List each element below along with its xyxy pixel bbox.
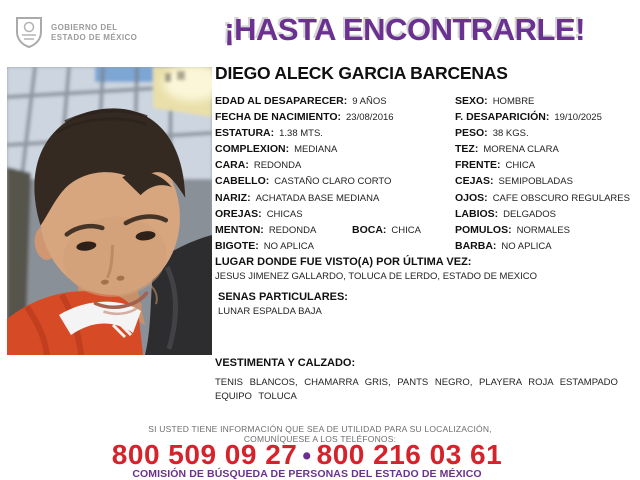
field-value: NO APLICA: [501, 240, 552, 252]
field-row: [215, 111, 394, 127]
field-value: 19/10/2025: [554, 112, 602, 124]
field-row: [215, 240, 394, 256]
logo-line2: ESTADO DE MÉXICO: [51, 32, 138, 42]
particular-signs-body: LUNAR ESPALDA BAJA: [218, 306, 322, 317]
field-row: [455, 111, 630, 127]
field-label: F. DESAPARICIÓN:: [455, 111, 550, 124]
field-row: [455, 143, 630, 159]
field-row: [455, 224, 630, 240]
field-row: [455, 95, 630, 111]
field-label: EDAD AL DESAPARECER:: [215, 95, 348, 107]
field-label: OJOS:: [455, 191, 488, 204]
field-label: SEXO:: [455, 95, 488, 107]
boy-portrait-illustration: [7, 67, 212, 355]
field-row: [215, 159, 394, 175]
field-value: CASTAÑO CLARO CORTO: [274, 176, 392, 188]
clothing-section: [215, 357, 635, 404]
field-label: BIGOTE:: [215, 239, 259, 252]
field-row: [215, 175, 394, 191]
fields-right-column: [455, 95, 630, 256]
government-logo: [14, 16, 137, 49]
last-seen-section: [215, 256, 537, 282]
field-value: CAFE OBSCURO REGULARES: [492, 192, 630, 204]
bullet-separator: •: [302, 442, 312, 470]
clothing-body: TENIS BLANCOS, CHAMARRA GRIS, PANTS NEGRO, PLAYERA ROJA ESTAMPADO EQUIPO TOLUCA: [215, 377, 618, 402]
field-label: COMPLEXION:: [215, 143, 290, 156]
field-label: NARIZ:: [215, 191, 251, 204]
field-label: CARA:: [215, 159, 249, 172]
field-label: PESO:: [455, 127, 488, 140]
field-row: [455, 240, 630, 256]
phone-number-2: 800 216 03 61: [316, 439, 503, 470]
contact-info-line1: SI USTED TIENE INFORMACIÓN QUE SEA DE UTILIDAD PARA SU LOCALIZACIÓN,: [148, 424, 492, 434]
last-seen-body: JESUS JIMENEZ GALLARDO, TOLUCA DE LERDO, ESTADO DE MEXICO: [215, 271, 538, 282]
field-row: [215, 143, 394, 159]
coat-of-arms-icon: [14, 16, 44, 49]
logo-text: [51, 23, 137, 42]
field-value: 9 AÑOS: [352, 96, 387, 107]
campaign-title: ¡HASTA ENCONTRARLE!: [224, 12, 585, 47]
contact-info-line2: COMUNÍQUESE A LOS TELÉFONOS:: [243, 434, 397, 444]
field-value: MEDIANA: [294, 144, 338, 156]
field-row: [215, 127, 394, 143]
field-row: [455, 192, 630, 208]
field-value: HOMBRE: [492, 96, 535, 107]
field-label: POMULOS:: [455, 223, 512, 236]
last-seen-title: LUGAR DONDE FUE VISTO(A) POR ÚLTIMA VEZ:: [215, 256, 472, 268]
field-label: ESTATURA:: [215, 127, 275, 140]
field-value: SEMIPOBLADAS: [498, 176, 573, 188]
field-value: REDONDA: [253, 160, 302, 172]
field-label: FRENTE:: [455, 159, 501, 172]
particular-signs-section: [218, 291, 348, 317]
field-value: CHICA: [391, 225, 421, 236]
field-label: CABELLO:: [215, 175, 270, 188]
clothing-title: VESTIMENTA Y CALZADO:: [215, 357, 356, 369]
field-value: NORMALES: [516, 224, 570, 236]
field-label: MENTON:: [215, 223, 264, 236]
field-label: OREJAS:: [215, 207, 262, 220]
person-name: DIEGO ALECK GARCIA BARCENAS: [215, 63, 508, 83]
field-row: [215, 192, 394, 208]
field-label: BOCA:: [352, 224, 387, 236]
field-row: [455, 208, 630, 224]
field-value: MORENA CLARA: [483, 144, 559, 156]
field-value: CHICA: [505, 160, 536, 172]
field-value: NO APLICA: [263, 240, 314, 252]
field-value: DELGADOS: [503, 208, 556, 220]
phone-number-1: 800 509 09 27: [111, 439, 298, 470]
field-value: 38 KGS.: [492, 128, 529, 140]
phone-numbers: [0, 439, 614, 471]
field-label: TEZ:: [455, 143, 479, 156]
field-value: ACHATADA BASE MEDIANA: [255, 192, 380, 204]
field-row: [455, 175, 630, 191]
field-row: [215, 95, 394, 111]
field-value: 23/08/2016: [346, 112, 394, 124]
field-label: FECHA DE NACIMIENTO:: [215, 111, 341, 124]
field-row: [215, 208, 394, 224]
missing-person-photo: [7, 67, 212, 355]
field-value: 1.38 MTS.: [279, 128, 323, 140]
field-row: [455, 127, 630, 143]
field-row-boca: [352, 224, 421, 240]
particular-signs-title: SENAS PARTICULARES:: [218, 291, 348, 303]
field-label: BARBA:: [455, 239, 497, 252]
field-label: LABIOS:: [455, 207, 499, 220]
field-value: REDONDA: [268, 224, 317, 236]
field-label: CEJAS:: [455, 175, 494, 188]
field-value: CHICAS: [266, 208, 303, 220]
field-row: [455, 159, 630, 175]
logo-line1: GOBIERNO DEL: [51, 23, 118, 32]
commission-name: COMISIÓN DE BÚSQUEDA DE PERSONAS DEL ESTADO DE MÉXICO: [132, 468, 482, 480]
